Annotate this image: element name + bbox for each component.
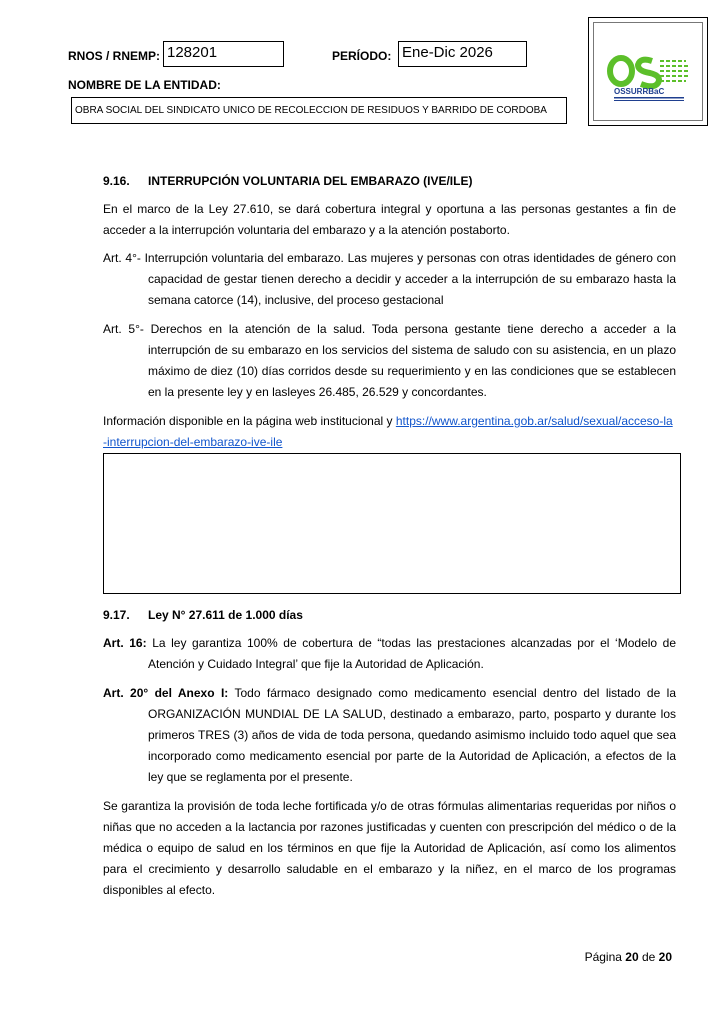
article-16-text: La ley garantiza 100% de cobertura de “todas las prestaciones alcanzadas por el ‘Modelo de Atención y Cuidado Integral’ que fije la Autoridad de Aplicación. bbox=[146, 636, 677, 671]
section-916 bbox=[103, 171, 676, 453]
article-20-text: Todo fármaco designado como medicamento esencial dentro del listado de la ORGANIZACIÓN MUNDIAL DE LA SALUD, destinado a embarazo, parto, posparto y durante los primeros TRES (3) años de vida de toda persona, quedando asimismo incluido todo aquel que sea incorporado como medicamento esencial por parte de la Autoridad de Aplicación, a efectos de la ley que se reglamenta por el presente. bbox=[148, 686, 677, 784]
page-prefix: Página bbox=[584, 950, 626, 964]
empty-text-box[interactable] bbox=[103, 453, 681, 594]
section-916-number: 9.16. bbox=[103, 174, 130, 188]
entidad-label: NOMBRE DE LA ENTIDAD: bbox=[68, 78, 221, 92]
article-4: Art. 4°- Interrupción voluntaria del embarazo. Las mujeres y personas con otras identidades de género con capacidad de gestar tienen derecho a decidir y acceder a la interrupción de su embarazo hasta la semana catorce (14), inclusive, del proceso gestacional bbox=[103, 251, 676, 307]
entidad-field[interactable]: OBRA SOCIAL DEL SINDICATO UNICO DE RECOLECCION DE RESIDUOS Y BARRIDO DE CORDOBA bbox=[71, 97, 567, 124]
closing-paragraph: Se garantiza la provisión de toda leche fortificada y/o de otras fórmulas alimentarias requeridas por niños o niñas que no acceden a la lactancia por razones justificadas y cuenten con prescripción del médico o de la médica o equipo de salud en los términos en que fije la Autoridad de Aplicación, así como los alimentos para el crecimiento y desarrollo saludable en el embarazo y la niñez, en el marco de los programas disponibles al efecto. bbox=[103, 799, 676, 897]
section-917 bbox=[103, 605, 676, 901]
rnos-label: RNOS / RNEMP: bbox=[68, 49, 161, 63]
section-917-title: Ley N° 27.611 de 1.000 días bbox=[148, 608, 303, 622]
logo-text: OSSURRBaC bbox=[614, 87, 665, 96]
article-16-label: Art. 16: bbox=[103, 636, 147, 650]
periodo-field[interactable]: Ene-Dic 2026 bbox=[398, 41, 527, 67]
article-16 bbox=[103, 633, 676, 675]
page-total: 20 bbox=[658, 950, 672, 964]
article-5: Art. 5°- Derechos en la atención de la salud. Toda persona gestante tiene derecho a acceder a la interrupción de su embarazo en los servicios del sistema de saludo con su asistencia, en un plazo máximo de diez (10) días corridos desde su requerimiento y en las condiciones que se establecen en la presente ley y en lasleyes 26.485, 26.529 y concordantes. bbox=[103, 322, 676, 399]
info-paragraph bbox=[103, 411, 676, 453]
info-link[interactable]: https://www.argentina.gob.ar/salud/sexual/acceso-la-interrupcion-del-embarazo-ive-ile bbox=[103, 414, 673, 449]
info-text: Información disponible en la página web institucional y bbox=[103, 414, 396, 428]
logo-frame bbox=[588, 17, 708, 126]
section-916-intro: En el marco de la Ley 27.610, se dará cobertura integral y oportuna a las personas gestantes a fin de acceder a la interrupción voluntaria del embarazo y a la atención postaborto. bbox=[103, 202, 676, 237]
section-917-heading bbox=[103, 605, 676, 626]
page-number bbox=[585, 950, 672, 964]
section-917-number: 9.17. bbox=[103, 608, 130, 622]
section-916-title: INTERRUPCIÓN VOLUNTARIA DEL EMBARAZO (IVE/ILE) bbox=[148, 174, 473, 188]
article-20 bbox=[103, 683, 676, 788]
ossurrbac-logo bbox=[594, 23, 704, 122]
page-current: 20 bbox=[625, 950, 639, 964]
article-20-label: Art. 20° del Anexo I: bbox=[103, 686, 229, 700]
rnos-field[interactable]: 128201 bbox=[163, 41, 284, 67]
section-916-heading bbox=[103, 171, 676, 192]
page-of: de bbox=[638, 950, 659, 964]
periodo-label: PERÍODO: bbox=[332, 49, 392, 63]
